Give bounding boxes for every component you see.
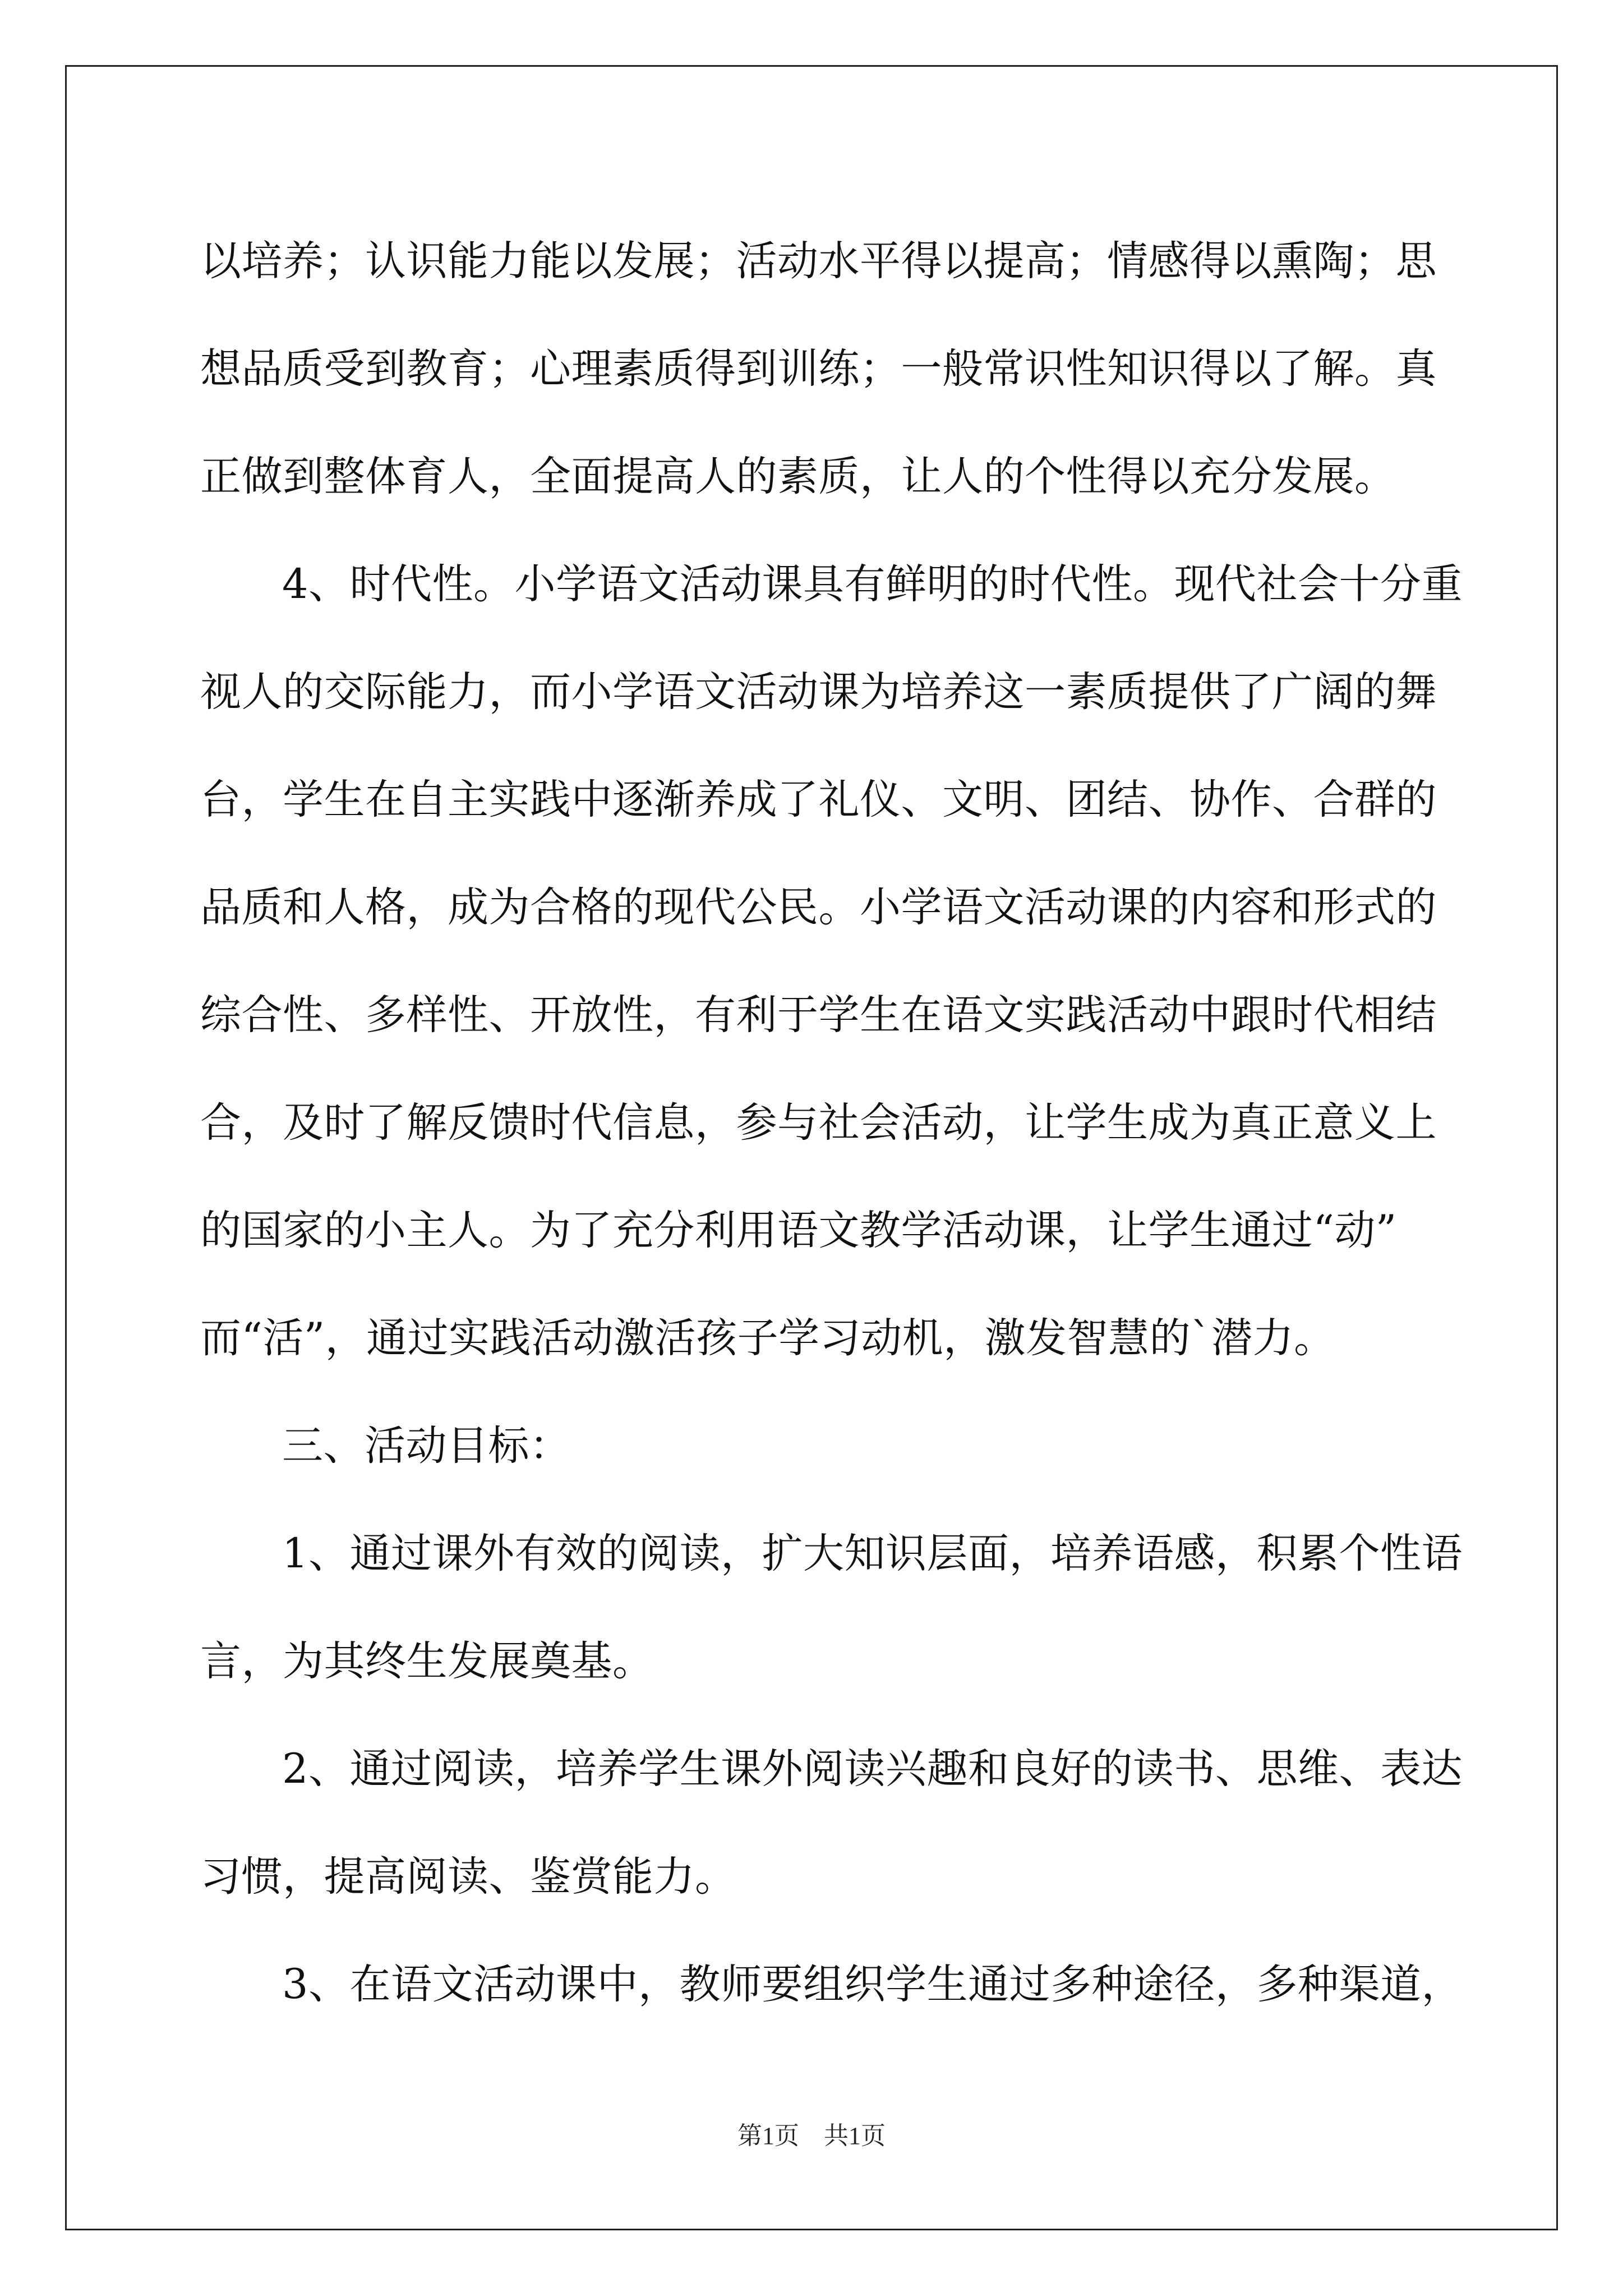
page-number: 第1页 bbox=[737, 2122, 799, 2150]
text-line: 习惯，提高阅读、鉴赏能力。 bbox=[200, 1853, 736, 1901]
text-line: 的国家的小主人。为了充分利用语文教学活动课，让学生通过“动” bbox=[200, 1207, 1397, 1254]
text-line: 综合性、多样性、开放性，有利于学生在语文实践活动中跟时代相结 bbox=[200, 991, 1437, 1039]
paragraph-start-line: 2、通过阅读，培养学生课外阅读兴趣和良好的读书、思维、表达 bbox=[282, 1745, 1463, 1793]
text-line: 品质和人格，成为合格的现代公民。小学语文活动课的内容和形式的 bbox=[200, 884, 1437, 931]
page-footer bbox=[0, 2119, 1623, 2153]
paragraph-start-line: 4、时代性。小学语文活动课具有鲜明的时代性。现代社会十分重 bbox=[282, 560, 1463, 608]
page-total: 共1页 bbox=[824, 2122, 886, 2150]
paragraph-start-line: 1、通过课外有效的阅读，扩大知识层面，培养语感，积累个性语 bbox=[282, 1530, 1463, 1577]
text-line: 合，及时了解反馈时代信息，参与社会活动，让学生成为真正意义上 bbox=[200, 1099, 1437, 1147]
text-line: 言，为其终生发展奠基。 bbox=[200, 1637, 654, 1685]
paragraph-start-line: 3、在语文活动课中，教师要组织学生通过多种途径，多种渠道， bbox=[282, 1961, 1463, 2008]
text-line: 而“活”，通过实践活动激活孩子学习动机，激发智慧的`潜力。 bbox=[200, 1314, 1335, 1362]
text-line: 视人的交际能力，而小学语文活动课为培养这一素质提供了广阔的舞 bbox=[200, 668, 1437, 716]
text-line: 想品质受到教育；心理素质得到训练；一般常识性知识得以了解。真 bbox=[200, 345, 1437, 393]
text-line: 正做到整体育人，全面提高人的素质，让人的个性得以充分发展。 bbox=[200, 453, 1396, 500]
text-line: 以培养；认识能力能以发展；活动水平得以提高；情感得以熏陶；思 bbox=[200, 237, 1437, 285]
document-body bbox=[200, 208, 1463, 2039]
text-line: 台，学生在自主实践中逐渐养成了礼仪、文明、团结、协作、合群的 bbox=[200, 776, 1437, 823]
section-heading: 三、活动目标： bbox=[282, 1422, 571, 1470]
